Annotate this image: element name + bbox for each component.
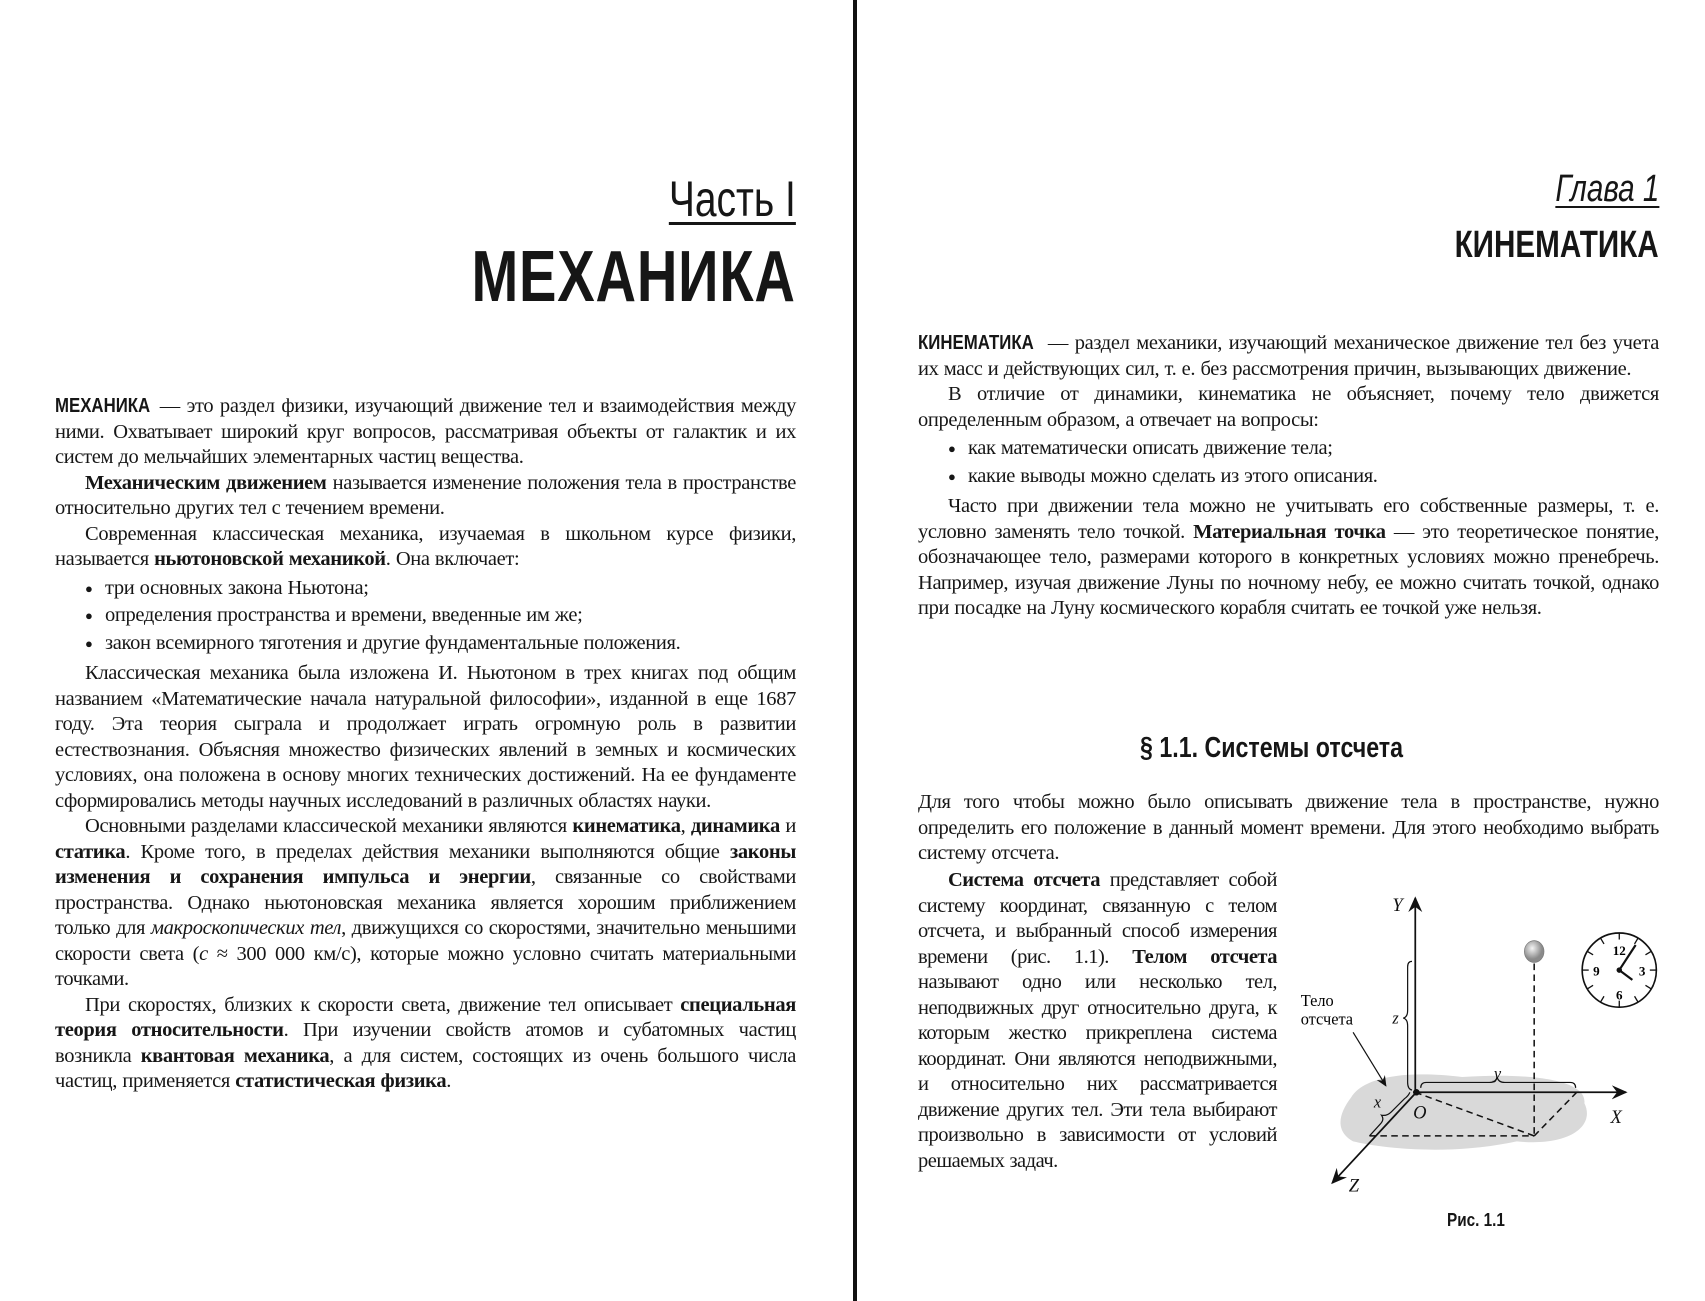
paragraph: [918, 790, 1659, 867]
bullet-item: [85, 602, 796, 630]
part-title: МЕХАНИКА: [471, 237, 796, 317]
section-title: § 1.1. Системы отсчета: [1140, 732, 1404, 764]
paragraph: [918, 868, 1277, 1174]
emphasized-term: Механическим движением: [85, 471, 327, 494]
emphasized-term: Система отсчета: [948, 869, 1100, 891]
bullet-icon: ●: [948, 468, 956, 484]
text-run: — это раздел физики, изучающий движение тел и взаимодействия между ними. Охватывает широкий круг вопросов, рассматривая объекты от галактик и их систем до мельчайших элементарных частиц вещества.: [55, 395, 796, 468]
z-brace: [1403, 961, 1412, 1090]
text-run: называется изменение положения тела в пространстве относительно других тел с течением времени.: [55, 471, 796, 519]
reference-body-blob: [1340, 1074, 1586, 1149]
paragraph: [55, 814, 796, 993]
section-body: [918, 790, 1659, 867]
emphasized-term: КИНЕМАТИКА: [918, 331, 1034, 354]
svg-text:9: 9: [1593, 963, 1600, 979]
y-coordinate-label: y: [1493, 1064, 1502, 1084]
text-run: Современная классическая механика, изучаемая в школьном курсе физики, называется: [55, 522, 796, 570]
left-main-paragraphs: [55, 661, 796, 1095]
reference-frame-paragraph: [918, 868, 1277, 1174]
svg-text:12: 12: [1612, 942, 1626, 958]
bullet-text: как математически описать движение тела;: [968, 437, 1333, 459]
paragraph: [918, 330, 1659, 382]
bullet-icon: ●: [948, 441, 956, 456]
y-axis-label: Y: [1392, 895, 1403, 917]
bullet-icon: ●: [85, 635, 93, 651]
part-label: Часть I: [668, 171, 796, 227]
text-run: — это теоретическое понятие, обозначающее тело, размерами которого в конкретных условиях можно пренебречь. Например, изучая движение Луны по ночному небу, ее можно считать точкой, однако при посадке на Луну космического корабля считать ее точкой уже нельзя.: [918, 520, 1660, 619]
text-run: , движущихся со скоростями, значительно меньшими скорости света (: [55, 917, 796, 965]
z-coordinate-label: z: [1392, 1008, 1399, 1028]
emphasized-term: специальная теория относительности: [55, 993, 796, 1041]
z-axis-label: Z: [1348, 1175, 1360, 1197]
left-page-body: [55, 393, 796, 1095]
text-run: . Кроме того, в пределах действия механики выполняются общие: [125, 840, 730, 863]
text-run: В отличие от динамики, кинематика не объясняет, почему тело движется определенным образом, а отвечает на вопросы:: [918, 383, 1659, 431]
text-run: называют одно или несколько тел, неподвижных друг относительно друга, к которым жестко прикреплена система координат. Они являются неподвижными, и относительно них рассматривается движение других тел. Эти тела выбирают произвольно в зависимости от условий решаемых задач.: [918, 971, 1277, 1172]
text-run: и: [779, 815, 796, 837]
text-run: Для того чтобы можно было описывать движение тела в пространстве, нужно определить его положение в данный момент времени. Для этого необходимо выбрать систему отсчета.: [918, 791, 1659, 864]
emphasized-term: макроскопических тел: [150, 917, 342, 939]
bullet-text: закон всемирного тяготения и другие фундаментальные положения.: [105, 631, 681, 654]
text-run: . При изучении свойств атомов и субатомных частиц возникла: [55, 1019, 796, 1067]
origin-label: O: [1413, 1102, 1427, 1124]
text-run: , а для систем, состоящих из очень большого числа частиц, применяется: [55, 1044, 796, 1092]
text-run: ,: [680, 815, 691, 837]
section-paragraph: [918, 790, 1659, 867]
bullet-text: три основных закона Ньютона;: [105, 576, 369, 599]
emphasized-term: динамика: [690, 815, 780, 837]
body-pointer-arrow: [1353, 1032, 1386, 1085]
moving-body-ball: [1524, 941, 1544, 963]
text-run: Классическая механика была изложена И. Ньютоном в трех книгах под общим названием «Математические начала натуральной философии», изданной в еще 1687 году. Эта теория сыграла и продолжает играть огромную роль в развитии естествознания. Объясняя множество физических явлений в земных и космических условиях, она положена в основу многих технических достижений. На ее фундаменте сформировались методы научных исследований в различных областях науки.: [55, 662, 796, 812]
figure-caption: Рис. 1.1: [1447, 1210, 1505, 1230]
emphasized-term: МЕХАНИКА: [55, 394, 151, 417]
bullet-item: [85, 630, 796, 658]
right-page-body: [918, 330, 1659, 622]
paragraph: [55, 993, 796, 1095]
emphasized-term: Телом отсчета: [1132, 945, 1277, 968]
figure-reference-frame: [1298, 885, 1670, 1197]
text-run: представляет собой систему координат, связанную с телом отсчета, и выбранный способ измерения времени (рис. 1.1).: [918, 869, 1277, 968]
bullet-text: какие выводы можно сделать из этого описания.: [968, 464, 1378, 487]
emphasized-term: кинематика: [572, 815, 681, 837]
paragraph: [55, 393, 796, 471]
left-bullet-list: [55, 575, 796, 658]
side-text: [918, 868, 1277, 1174]
bullet-item: [948, 435, 1659, 463]
paragraph: [918, 382, 1659, 433]
text-run: ≈ 300 000 км/с), которые можно условно считать материальными точками.: [55, 942, 796, 990]
clock-icon: [1582, 933, 1656, 1007]
x-axis-label: X: [1610, 1106, 1622, 1128]
emphasized-term: c: [199, 942, 208, 965]
text-run: Основными разделами классической механики являются: [85, 815, 573, 837]
x-coordinate-label: x: [1373, 1092, 1382, 1112]
right-bullet-list: [918, 435, 1659, 490]
paragraph: [55, 661, 796, 814]
left-intro-paragraphs: [55, 393, 796, 573]
paragraph: [918, 494, 1659, 622]
emphasized-term: ньютоновской механикой: [154, 548, 386, 570]
bullet-icon: ●: [85, 608, 93, 623]
bullet-icon: ●: [85, 580, 93, 596]
svg-text:3: 3: [1638, 963, 1646, 979]
text-run: . Она включает:: [385, 548, 520, 570]
text-run: — раздел механики, изучающий механическое движение тел без учета их масс и действующих сил, т. е. без рассмотрения причин, вызывающих движение.: [918, 332, 1659, 380]
emphasized-term: квантовая механика: [140, 1044, 330, 1067]
bullet-item: [948, 463, 1659, 491]
bullet-text: определения пространства и времени, введенные им же;: [105, 604, 583, 626]
right-material-point-paragraph: [918, 494, 1659, 622]
origin-dot: [1413, 1089, 1420, 1096]
text-run: Часто при движении тела можно не учитывать его собственные размеры, т. е. условно заменять тело точкой.: [918, 495, 1659, 543]
paragraph: [55, 522, 796, 573]
emphasized-term: законы изменения и сохранения импульса и энергии: [55, 840, 796, 888]
paragraph: [55, 471, 796, 522]
svg-text:6: 6: [1615, 987, 1623, 1003]
emphasized-term: статистическая физика: [235, 1070, 447, 1092]
text-run: , связанные со свойствами пространства. Однако ньютоновская механика является хорошим приближением только для: [55, 866, 796, 939]
chapter-label: Глава 1: [1554, 168, 1659, 210]
chapter-title: КИНЕМАТИКА: [1454, 224, 1659, 266]
body-label-line2: отсчета: [1300, 1009, 1354, 1029]
page-gutter-divider: [853, 0, 857, 1301]
emphasized-term: Материальная точка: [1193, 520, 1386, 543]
right-intro-paragraphs: [918, 330, 1659, 433]
emphasized-term: статика: [55, 840, 126, 863]
bullet-item: [85, 575, 796, 603]
text-run: .: [446, 1070, 452, 1092]
body-label-line1: Тело: [1300, 991, 1334, 1011]
text-run: При скоростях, близких к скорости света, движение тел описывает: [85, 993, 681, 1016]
